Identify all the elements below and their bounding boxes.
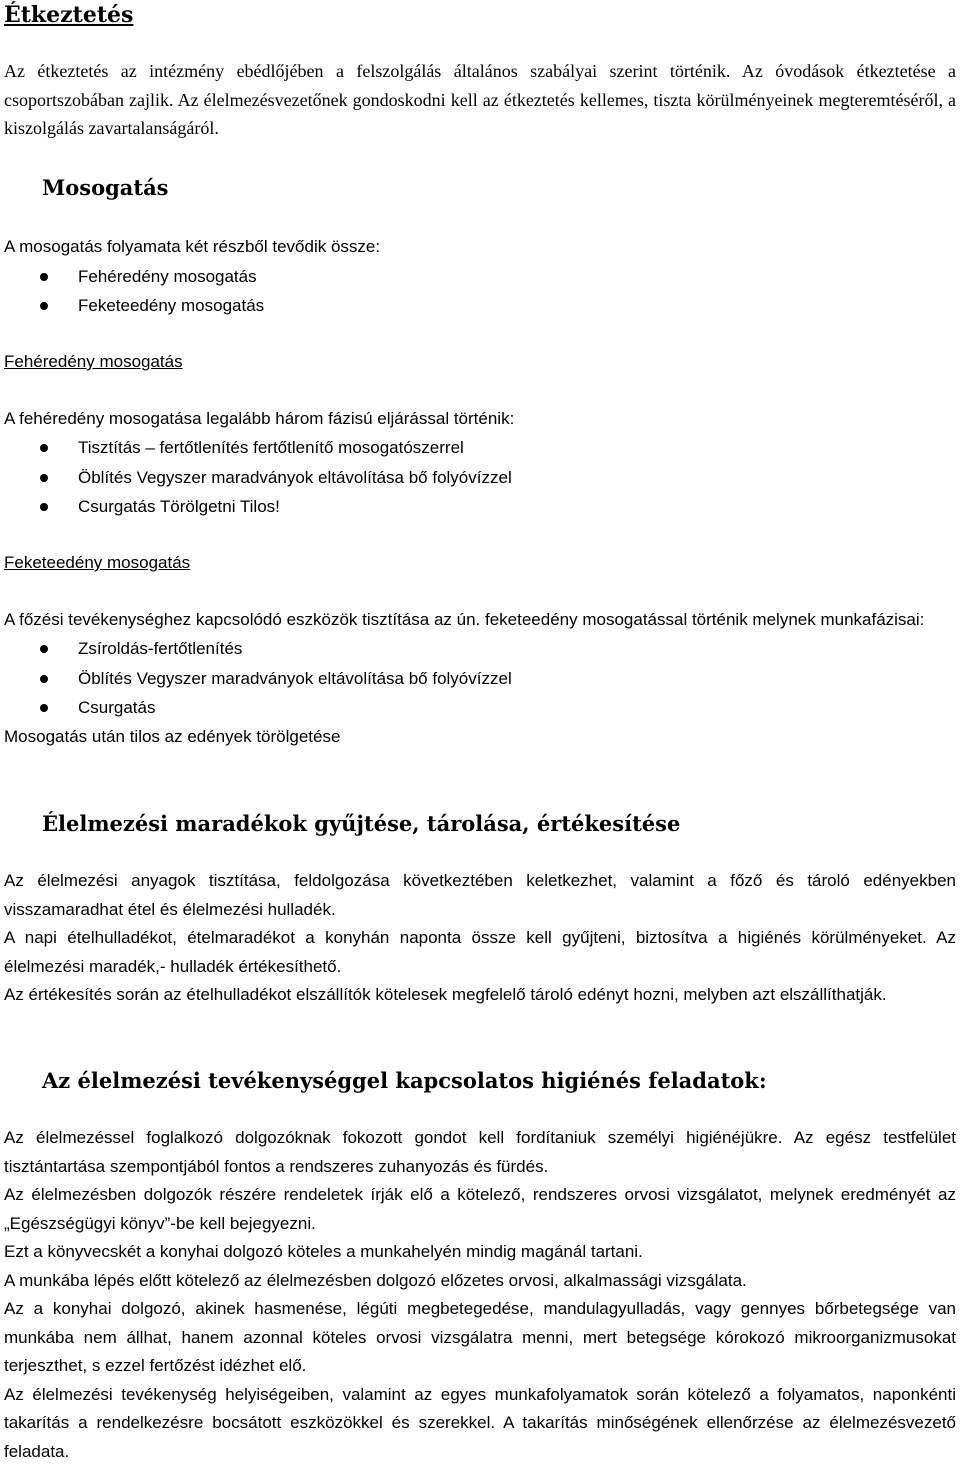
higienia-paragraph: Az élelmezéssel foglalkozó dolgozóknak fokozott gondot kell fordítaniuk személyi higiénéjükre. Az egész testfelület tisztántartása szempontjából fontos a rendszeres zuhanyozás és fürdés.	[4, 1124, 956, 1181]
bullet-icon	[40, 444, 48, 452]
intro-block	[4, 57, 956, 143]
higienia-block	[4, 1124, 956, 1466]
fekete-after: Mosogatás után tilos az edények törölgetése	[4, 723, 956, 752]
bullet-icon	[40, 474, 48, 482]
higienia-paragraph: Az élelmezésben dolgozók részére rendeletek írják elő a kötelező, rendszeres orvosi vizsgálatot, melynek eredményét az „Egészségügyi könyv”-be kell bejegyezni.	[4, 1181, 956, 1238]
list-item: Fehéredény mosogatás	[4, 262, 956, 292]
feher-block	[4, 348, 956, 522]
subheading-feher: Fehéredény mosogatás	[4, 348, 956, 377]
feher-lead: A fehéredény mosogatása legalább három fázisú eljárással történik:	[4, 405, 956, 434]
fekete-lead: A főzési tevékenységhez kapcsolódó eszközök tisztítása az ún. feketeedény mosogatással történik melynek munkafázisai:	[4, 606, 956, 635]
list-item: Feketeedény mosogatás	[4, 291, 956, 321]
list-item: Csurgatás	[4, 693, 956, 723]
subheading-fekete: Feketeedény mosogatás	[4, 549, 956, 578]
intro-paragraph: Az étkeztetés az intézmény ebédlőjében a felszolgálás általános szabályai szerint történik. Az óvodások étkeztetése a csoportszobában zajlik. Az élelmezésvezetőnek gondoskodni kell az étkeztetés kellemes, tiszta körülményeinek megteremtéséről, a kiszolgálás zavartalanságáról.	[4, 57, 956, 143]
section-heading-higienia: Az élelmezési tevékenységgel kapcsolatos higiénés feladatok:	[42, 1066, 767, 1096]
list-item: Öblítés Vegyszer maradványok eltávolítása bő folyóvízzel	[4, 463, 956, 493]
maradek-block	[4, 867, 956, 1010]
section-heading-mosogatas: Mosogatás	[42, 173, 169, 203]
fekete-list	[4, 634, 956, 723]
higienia-paragraph: A munkába lépés előtt kötelező az élelmezésben dolgozó előzetes orvosi, alkalmassági vizsgálata.	[4, 1267, 956, 1296]
mosogatas-list	[4, 262, 956, 321]
feher-list	[4, 433, 956, 522]
fekete-block	[4, 549, 956, 751]
higienia-paragraph: Ezt a könyvecskét a konyhai dolgozó köteles a munkahelyén mindig magánál tartani.	[4, 1238, 956, 1267]
bullet-icon	[40, 273, 48, 281]
higienia-paragraph: Az élelmezési tevékenység helyiségeiben, valamint az egyes munkafolyamatok során kötelező a folyamatos, naponkénti takarítás a rendelkezésre bocsátott eszközökkel és szerekkel. A takarítás minőségének ellenőrzése az élelmezésvezető feladata.	[4, 1381, 956, 1466]
bullet-icon	[40, 302, 48, 310]
list-item: Zsíroldás-fertőtlenítés	[4, 634, 956, 664]
list-item: Tisztítás – fertőtlenítés fertőtlenítő mosogatószerrel	[4, 433, 956, 463]
list-item: Csurgatás Törölgetni Tilos!	[4, 492, 956, 522]
page-title: Étkeztetés	[4, 0, 133, 30]
bullet-icon	[40, 645, 48, 653]
maradek-paragraph: Az élelmezési anyagok tisztítása, feldolgozása következtében keletkezhet, valamint a főző és tároló edényekben visszamaradhat étel és élelmezési hulladék.	[4, 867, 956, 924]
mosogatas-lead: A mosogatás folyamata két részből tevődik össze:	[4, 233, 956, 262]
section-heading-maradek: Élelmezési maradékok gyűjtése, tárolása, értékesítése	[42, 809, 680, 839]
list-item: Öblítés Vegyszer maradványok eltávolítása bő folyóvízzel	[4, 664, 956, 694]
bullet-icon	[40, 503, 48, 511]
maradek-paragraph: Az értékesítés során az ételhulladékot elszállítók kötelesek megfelelő tároló edényt hozni, melyben azt elszállíthatják.	[4, 981, 956, 1010]
bullet-icon	[40, 704, 48, 712]
higienia-paragraph: Az a konyhai dolgozó, akinek hasmenése, légúti megbetegedése, mandulagyulladás, vagy gennyes bőrbetegsége van munkába nem állhat, hanem azonnal köteles orvosi vizsgálatra menni, mert betegsége kórokozó mikroorganizmusokat terjeszthet, s ezzel fertőzést idézhet elő.	[4, 1295, 956, 1381]
mosogatas-block	[4, 233, 956, 321]
bullet-icon	[40, 675, 48, 683]
maradek-paragraph: A napi ételhulladékot, ételmaradékot a konyhán naponta össze kell gyűjteni, biztosítva a higiénés körülményeket. Az élelmezési maradék,- hulladék értékesíthető.	[4, 924, 956, 981]
